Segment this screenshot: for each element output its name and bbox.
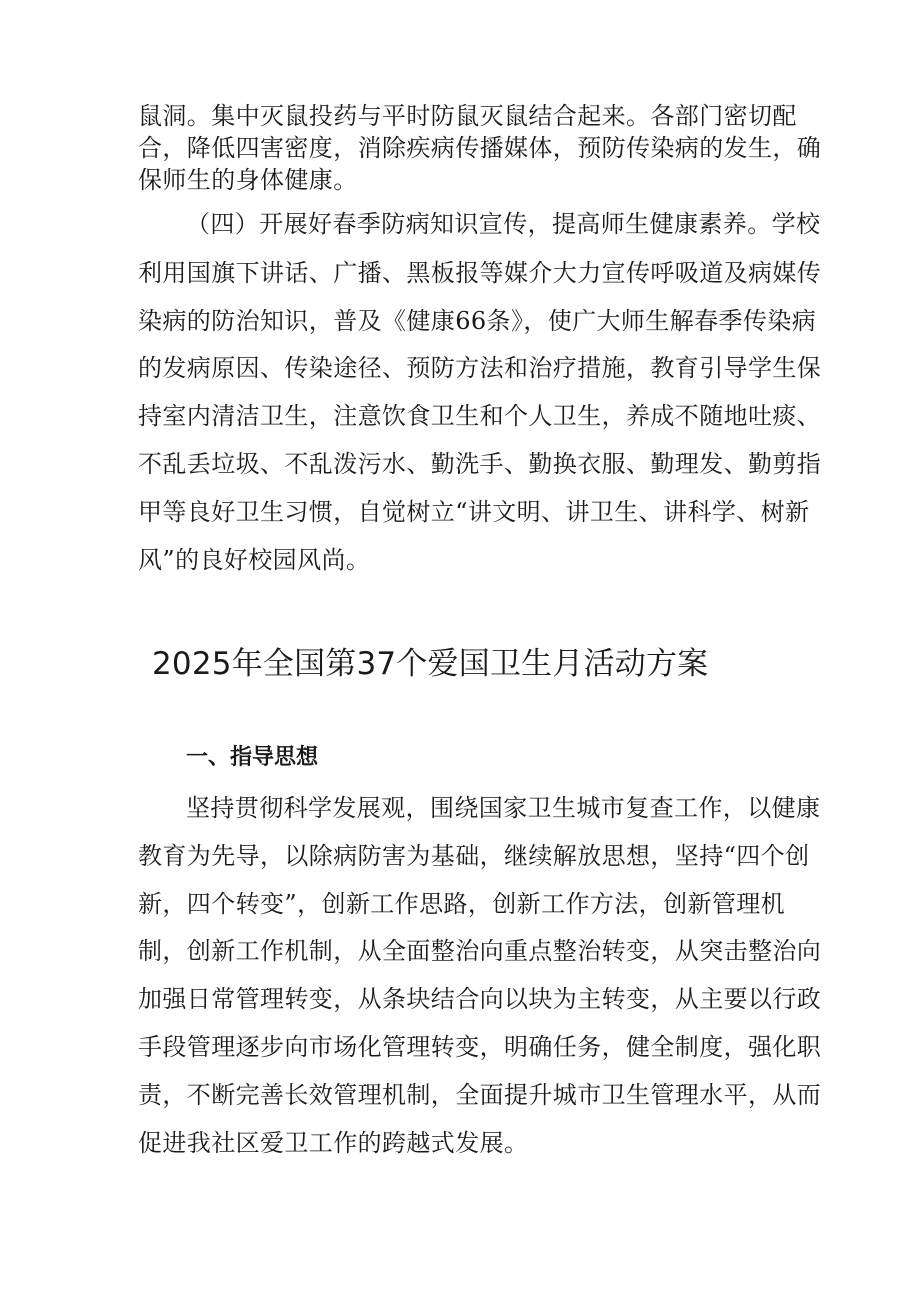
paragraph-line: 促进我社区爱卫工作的跨越式发展。 [138,1129,529,1157]
paragraph-line: 责，不断完善长效管理机制，全面提升城市卫生管理水平，从而 [138,1081,822,1109]
paragraph-line: 染病的防治知识，普及《健康66条》，使广大师生解春季传染病 [138,307,817,335]
paragraph-line: 坚持贯彻科学发展观，围绕国家卫生城市复查工作，以健康 [186,794,821,822]
paragraph-line: （四）开展好春季防病知识宣传，提高师生健康素养。学校 [186,210,821,238]
paragraph-line: 教育为先导，以除病防害为基础，继续解放思想，坚持“四个创 [138,842,810,870]
paragraph-line: 甲等良好卫生习惯，自觉树立“讲文明、讲卫生、讲科学、树新 [138,498,810,526]
paragraph-line: 的发病原因、传染途径、预防方法和治疗措施，教育引导学生保 [138,354,822,382]
paragraph-line: 风”的良好校园风尚。 [138,546,371,574]
paragraph-line: 不乱丢垃圾、不乱泼污水、勤洗手、勤换衣服、勤理发、勤剪指 [138,450,822,478]
paragraph-line: 制，创新工作机制，从全面整治向重点整治转变，从突击整治向 [138,937,822,965]
paragraph-line: 合，降低四害密度，消除疾病传播媒体，预防传染病的发生，确 [138,134,822,162]
paragraph-line: 持室内清洁卫生，注意饮食卫生和个人卫生，养成不随地吐痰、 [138,402,822,430]
paragraph-line: 手段管理逐步向市场化管理转变，明确任务，健全制度，强化职 [138,1033,822,1061]
paragraph-line: 加强日常管理转变，从条块结合向以块为主转变，从主要以行政 [138,985,822,1013]
paragraph-line: 新，四个转变”，创新工作思路，创新工作方法，创新管理机 [138,890,786,918]
paragraph-line: 利用国旗下讲话、广播、黑板报等媒介大力宣传呼吸道及病媒传 [138,259,822,287]
paragraph-line: 鼠洞。集中灭鼠投药与平时防鼠灭鼠结合起来。各部门密切配 [138,102,797,130]
document-title: 2025年全国第37个爱国卫生月活动方案 [152,646,709,682]
paragraph-line: 保师生的身体健康。 [138,166,358,194]
section-heading: 一、指导思想 [186,745,319,770]
